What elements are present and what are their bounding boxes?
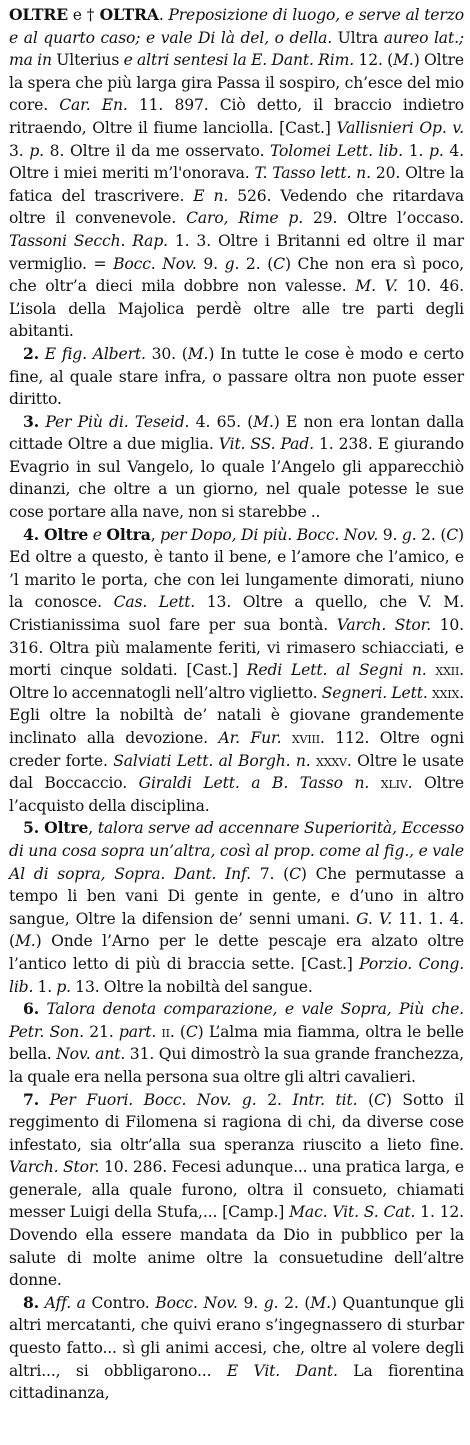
italic-run: E fig. Albert. (44, 344, 146, 363)
text-run: 1. (402, 141, 430, 160)
italic-run: Salviati Lett. al Borgh. n. (113, 751, 311, 770)
text-run (281, 729, 291, 747)
text-run: ) Sotto il reggimento di Filomena si ragiona di chi, da diverse cose infestato, sia oltr’alla sua speranza riuscito a lieto fine. (9, 1090, 464, 1154)
text-run (39, 1000, 47, 1018)
text-run: 10. 46. L’isola della Majolica perdè oltre alle tre parti degli abitanti. (9, 277, 464, 341)
roman-numeral-run: xviii. (291, 729, 325, 747)
entry-headword-paragraph (9, 4, 464, 343)
text-run: 2. ( (239, 254, 274, 273)
text-run: 11. 897. Ciò detto, il braccio indietro ritraendo, Oltre il fiume lanciolla. [Cast.] (9, 96, 464, 137)
text-run: Ultra (332, 28, 384, 47)
italic-run: G. V. (356, 909, 393, 928)
text-run: ) In tutte le cose è modo e certo fine, al quale stare infra, o passare oltra non puote esser diritto. (9, 344, 464, 409)
text-run: 1. 238. E giurando Evagrio in sul Vangelo, lo quale l’Angelo gli apparecchiò dinanzi, che oltre a un giorno, nel quale potesse le sue cose portare alla nave, non si starebbe .. (9, 435, 464, 522)
italic-run: part. (118, 1022, 157, 1041)
bold-run: 6. (23, 999, 39, 1019)
text-run (39, 1091, 50, 1109)
italic-run: M. V. (355, 277, 398, 296)
bold-run: Oltra (106, 524, 151, 544)
italic-run: Varch. Stor. (336, 616, 432, 635)
text-run: Egli oltre la nobiltà de’ natali è giovane grandemente inclinato alla devozione. (9, 706, 464, 747)
italic-run: g. (263, 1293, 279, 1312)
sense-paragraph-1 (9, 343, 464, 411)
italic-run: T. Tasso lett. n. (254, 164, 371, 183)
italic-run: Mac. Vit. S. Cat. (289, 1203, 416, 1222)
bold-run: 7. (23, 1089, 39, 1109)
italic-run: M. (14, 932, 36, 951)
roman-numeral-run: xxix. (431, 683, 464, 702)
bold-run: 2. (23, 343, 39, 363)
italic-run: g. (401, 525, 417, 544)
italic-run: Intr. tit. (292, 1090, 358, 1109)
sense-paragraph-7 (9, 1292, 464, 1405)
text-run: 2. (256, 1090, 293, 1109)
italic-run: C (374, 1090, 386, 1109)
text-run: La fiorentina cittadinanza, (9, 1361, 465, 1403)
text-run: 30. ( (145, 344, 188, 363)
text-run: . (158, 6, 169, 24)
text-run: 7. ( (250, 864, 290, 883)
text-run: ) E non era lontan dalla cittade Oltre a due miglia. (9, 412, 465, 454)
sense-paragraph-5 (9, 998, 464, 1088)
italic-run: Caro, Rime p. (186, 209, 304, 228)
italic-run: C (185, 1022, 198, 1041)
italic-run: talora serve ad accennare Superiorità, Eccesso di una cosa sopra un’altra, così al prop. come al fig., e vale Al di sopra, Sopra. Dant. Inf. (9, 819, 464, 883)
italic-run: Porzio. Cong. lib. (9, 954, 464, 996)
italic-run: Redi Lett. al Segni n. (246, 661, 427, 680)
text-run: e † (67, 6, 100, 24)
bold-run: 8. (23, 1292, 39, 1312)
text-run: , (150, 525, 161, 544)
text-run: Oltre le usate dal Boccaccio. (9, 751, 464, 793)
sense-paragraph-6 (9, 1089, 464, 1292)
text-run: 12. ( (354, 51, 394, 70)
italic-run: Car. En. (59, 96, 128, 115)
bold-run: 4. Oltre (23, 524, 89, 544)
italic-run: M. (187, 344, 209, 363)
text-run: , (88, 819, 98, 838)
text-run: ( (357, 1090, 375, 1109)
text-run: 11. 1. 4. ( (9, 909, 464, 951)
text-run: 9. (378, 525, 402, 544)
text-run: 4. Oltre i miei meriti m’lꞌonorava. (9, 141, 464, 183)
italic-run: Talora denota comparazione, e vale Sopra, Più che. Petr. Son. (9, 1000, 464, 1041)
text-run: 31. Qui dimostrò la sua grande franchezza, la quale era nella persona sua oltre gli altri cavalieri. (9, 1045, 464, 1086)
italic-run: M. (393, 51, 414, 70)
text-run: 3. (9, 141, 30, 160)
bold-run: 5. Oltre (23, 818, 89, 838)
text-run: 1. 3. Oltre i Britanni ed oltre il mar vermiglio. = (9, 231, 464, 273)
italic-run: p. (429, 141, 444, 160)
italic-run: E Vit. Dant. (226, 1361, 338, 1380)
italic-run: Giraldi Lett. a B. Tasso n. (138, 774, 370, 793)
italic-run: Cas. Lett. (113, 593, 196, 612)
text-run: 13. Oltre a quello, che V. M. Cristianissima suol fare per sua bontà. (9, 593, 465, 635)
text-run: 10. 316. Oltra più malamente feriti, vi rimasero schiacciati, e morti cinque soldati. [Cast.] (9, 616, 464, 680)
text-run: ) L’alma mia fiamma, oltra le belle bella. (9, 1022, 465, 1064)
text-run: 9. (237, 1293, 264, 1312)
text-run: ) Oltre la spera che più larga gira Passa il sospiro, ch’esce del mio core. (9, 51, 464, 115)
roman-numeral-run: xxii. (435, 661, 464, 680)
italic-run: e altri sentesi la E. Dant. Rim. (123, 51, 355, 70)
italic-run: Ar. Fur. (218, 729, 282, 747)
text-run: 21. (84, 1022, 119, 1041)
italic-run: Bocc. Nov. (113, 254, 197, 273)
text-run: ) Ed oltre a questo, è tanto il bene, e l’amore che l’amico, e ’l marito le porta, che con lei lungamente dimorati, niuno la conosce. (9, 525, 464, 612)
italic-run: aureo lat.; ma in (9, 28, 464, 70)
roman-numeral-run: xxxv. (316, 751, 352, 770)
sense-paragraph-4 (9, 817, 464, 998)
roman-numeral-run: xliv. (380, 774, 413, 793)
text-run (369, 774, 381, 792)
italic-run: g. (224, 254, 240, 273)
text-run: Oltre l’acquisto della disciplina. (9, 774, 464, 815)
italic-run: C (446, 525, 459, 544)
text-run: 112. Oltre ogni creder forte. (9, 729, 464, 770)
italic-run: Vallisnieri Op. v. (336, 118, 464, 137)
italic-run: Per Più di. Teseid. (45, 412, 190, 431)
italic-run: M. (310, 1293, 331, 1312)
text-run: ) Che non era sì poco, che oltr’a dieci mila dobbre non valesse. (9, 254, 464, 296)
italic-run: C (289, 864, 301, 883)
italic-run: p. (56, 977, 71, 996)
text-run: 2. ( (278, 1293, 311, 1312)
text-run: 1. 12. Dovendo ella essere mandata da Dio in pubblico per la salute di molte anime oltre la consuetudine dell’altre donne. (9, 1203, 464, 1290)
text-run: 9. (196, 254, 225, 273)
italic-run: Aff. a (44, 1293, 86, 1312)
bold-run: OLTRE (9, 5, 68, 24)
text-run: 20. Oltre la fatica del trascrivere. (9, 164, 464, 205)
italic-run: Per Fuori. Bocc. Nov. g. (49, 1090, 257, 1109)
text-run: 526. Vedendo che ritardava oltre il convenevole. (9, 186, 464, 228)
text-run: ) Che permutasse a tempo li ben vani Di gente in gente, e d’uno in altro sangue, Oltre la difension de’ senni umani. (9, 864, 464, 928)
text-run: 13. Oltre la nobiltà del sangue. (70, 977, 313, 996)
text-run: 4. 65. ( (189, 412, 254, 431)
italic-run: Tassoni Secch. Rap. (9, 231, 168, 250)
text-run: 8. Oltre il da me osservato. (43, 141, 270, 160)
italic-run: M. (253, 412, 274, 431)
roman-numeral-run: ii. (161, 1022, 175, 1041)
italic-run: Varch. Stor. (9, 1158, 100, 1177)
text-run: 29. Oltre l’occaso. (303, 209, 464, 228)
italic-run: C (273, 254, 285, 273)
text-run: ) Onde l’Arno per le dette pescaje era alzato oltre l’antico letto di più di braccia sette. [Cast.] (9, 932, 464, 973)
text-run: ( (174, 1022, 186, 1041)
text-run: 2. ( (416, 525, 447, 544)
text-run: Ulterius (51, 51, 124, 70)
italic-run: p. (29, 141, 44, 160)
bold-run: OLTRA (99, 5, 159, 24)
italic-run: e (92, 525, 102, 544)
italic-run: Vit. SS. Pad. (218, 435, 314, 454)
text-run: ) Quantunque gli altri mercatanti, che quivi erano s’ingegnassero di sturbar questo fatto... sì gli animi accesi, che, oltre al volere degli altri..., si obbligarono... (9, 1293, 464, 1380)
italic-run: Tolomei Lett. lib. (269, 141, 403, 160)
italic-run: Nov. ant. (56, 1045, 126, 1064)
text-run: Contro. (85, 1293, 156, 1312)
italic-run: per Dopo, Di più. Bocc. Nov. (160, 525, 379, 544)
text-run: 1. (33, 977, 57, 996)
bold-run: 3. (23, 411, 39, 431)
sense-paragraph-2 (9, 411, 464, 524)
text-run: Oltre lo accennatogli nell’altro viglietto. (9, 683, 322, 702)
italic-run: Segneri. Lett. (321, 683, 428, 702)
sense-paragraph-3 (9, 524, 464, 818)
italic-run: Preposizione di luogo, e serve al terzo e al quarto caso; e vale Di là del, o della. (9, 6, 464, 47)
italic-run: E n. (193, 186, 229, 205)
text-run: 10. 286. Fecesi adunque... una pratica larga, e generale, alla quale furono, oltra il consueto, chiamati messer Luigi della Stufa,... [Camp.] (9, 1158, 465, 1222)
italic-run: Bocc. Nov. (155, 1293, 238, 1312)
